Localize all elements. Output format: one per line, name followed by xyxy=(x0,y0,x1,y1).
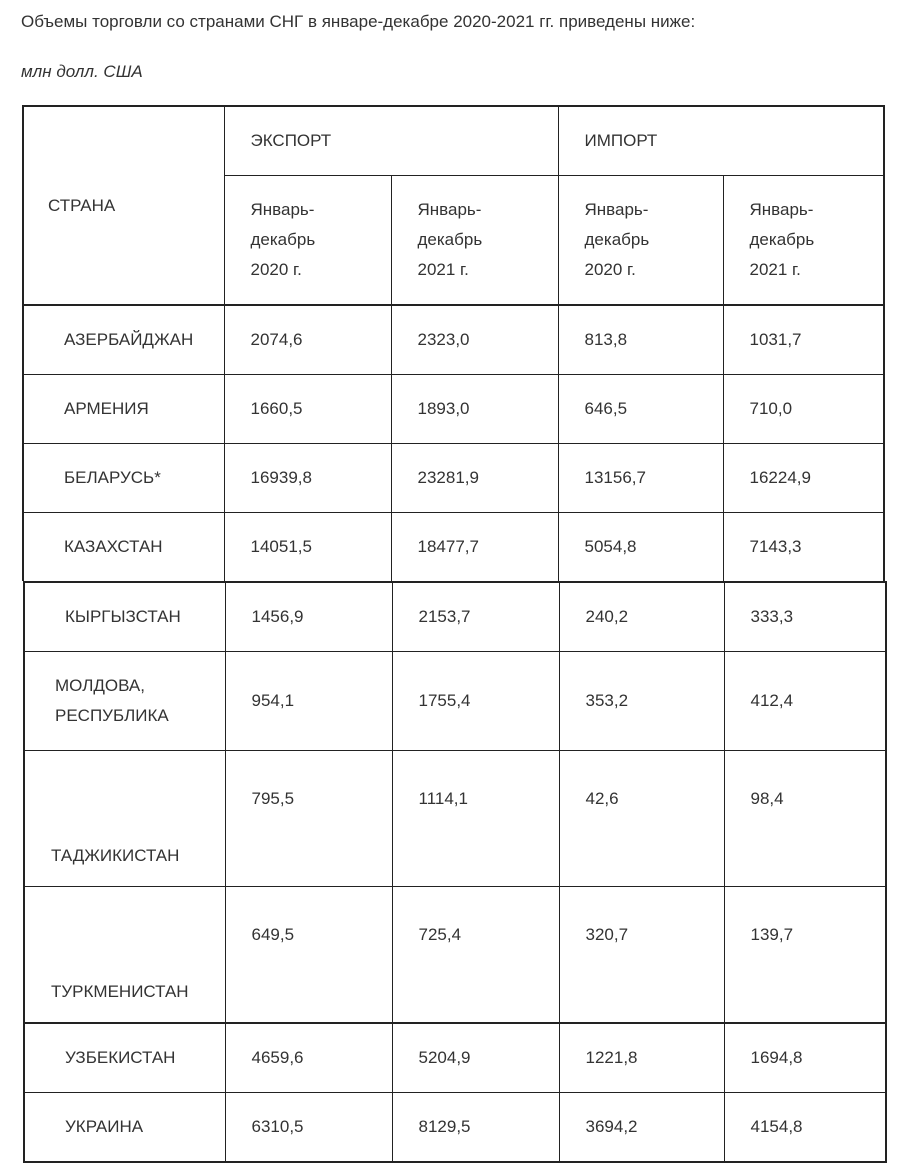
import-2020-cell: 42,6 xyxy=(559,751,724,887)
country-cell: КАЗАХСТАН xyxy=(23,513,224,582)
table-row xyxy=(23,305,884,375)
table-row xyxy=(24,582,886,652)
country-cell: БЕЛАРУСЬ* xyxy=(23,444,224,513)
export-2021-cell: 23281,9 xyxy=(391,444,558,513)
country-cell: МОЛДОВА, РЕСПУБЛИКА xyxy=(24,652,225,751)
export-2020-cell: 2074,6 xyxy=(224,305,391,375)
country-cell: ТУРКМЕНИСТАН xyxy=(24,887,225,1024)
export-2020-cell: 649,5 xyxy=(225,887,392,1024)
import-2021-cell: 4154,8 xyxy=(724,1093,886,1163)
import-2021-cell: 16224,9 xyxy=(723,444,884,513)
import-2021-cell: 1031,7 xyxy=(723,305,884,375)
import-2020-cell: 646,5 xyxy=(558,375,723,444)
import-header: ИМПОРТ xyxy=(558,106,884,176)
country-header: СТРАНА xyxy=(23,106,224,305)
table-row xyxy=(24,1023,886,1093)
import-2020-cell: 813,8 xyxy=(558,305,723,375)
import-2021-header: Январь- декабрь 2021 г. xyxy=(723,176,884,306)
export-2021-cell: 1114,1 xyxy=(392,751,559,887)
import-2021-cell: 1694,8 xyxy=(724,1023,886,1093)
import-2020-cell: 1221,8 xyxy=(559,1023,724,1093)
export-2020-cell: 16939,8 xyxy=(224,444,391,513)
export-2020-cell: 4659,6 xyxy=(225,1023,392,1093)
import-2021-cell: 412,4 xyxy=(724,652,886,751)
import-2021-cell: 333,3 xyxy=(724,582,886,652)
import-2020-cell: 320,7 xyxy=(559,887,724,1024)
export-2021-cell: 5204,9 xyxy=(392,1023,559,1093)
export-2021-cell: 8129,5 xyxy=(392,1093,559,1163)
export-2020-cell: 1660,5 xyxy=(224,375,391,444)
import-2020-cell: 13156,7 xyxy=(558,444,723,513)
table-row xyxy=(23,444,884,513)
export-2021-header: Январь- декабрь 2021 г. xyxy=(391,176,558,306)
export-2020-cell: 14051,5 xyxy=(224,513,391,582)
table-row xyxy=(24,652,886,751)
country-cell: АЗЕРБАЙДЖАН xyxy=(23,305,224,375)
unit-label: млн долл. США xyxy=(21,62,143,81)
import-2020-cell: 5054,8 xyxy=(558,513,723,582)
export-2020-cell: 795,5 xyxy=(225,751,392,887)
import-2020-cell: 240,2 xyxy=(559,582,724,652)
country-cell: КЫРГЫЗСТАН xyxy=(24,582,225,652)
export-2021-cell: 2153,7 xyxy=(392,582,559,652)
import-2021-cell: 710,0 xyxy=(723,375,884,444)
import-2021-cell: 98,4 xyxy=(724,751,886,887)
export-2020-header: Январь- декабрь 2020 г. xyxy=(224,176,391,306)
table-row xyxy=(24,751,886,887)
export-header: ЭКСПОРТ xyxy=(224,106,558,176)
country-cell: УЗБЕКИСТАН xyxy=(24,1023,225,1093)
intro-text: Объемы торговли со странами СНГ в январе-декабре 2020-2021 гг. приведены ниже: xyxy=(21,12,696,31)
export-2021-cell: 1893,0 xyxy=(391,375,558,444)
export-2021-cell: 1755,4 xyxy=(392,652,559,751)
import-2020-header: Январь- декабрь 2020 г. xyxy=(558,176,723,306)
trade-table-bottom xyxy=(23,581,887,1163)
table-row xyxy=(23,375,884,444)
export-2021-cell: 2323,0 xyxy=(391,305,558,375)
table-row xyxy=(24,1093,886,1163)
trade-table-top xyxy=(22,105,885,581)
import-2021-cell: 7143,3 xyxy=(723,513,884,582)
import-2020-cell: 3694,2 xyxy=(559,1093,724,1163)
table-row xyxy=(24,887,886,1024)
import-2020-cell: 353,2 xyxy=(559,652,724,751)
table-row xyxy=(23,513,884,582)
country-cell: АРМЕНИЯ xyxy=(23,375,224,444)
export-2021-cell: 18477,7 xyxy=(391,513,558,582)
import-2021-cell: 139,7 xyxy=(724,887,886,1024)
country-cell: УКРАИНА xyxy=(24,1093,225,1163)
country-cell: ТАДЖИКИСТАН xyxy=(24,751,225,887)
export-2020-cell: 954,1 xyxy=(225,652,392,751)
export-2021-cell: 725,4 xyxy=(392,887,559,1024)
export-2020-cell: 1456,9 xyxy=(225,582,392,652)
export-2020-cell: 6310,5 xyxy=(225,1093,392,1163)
